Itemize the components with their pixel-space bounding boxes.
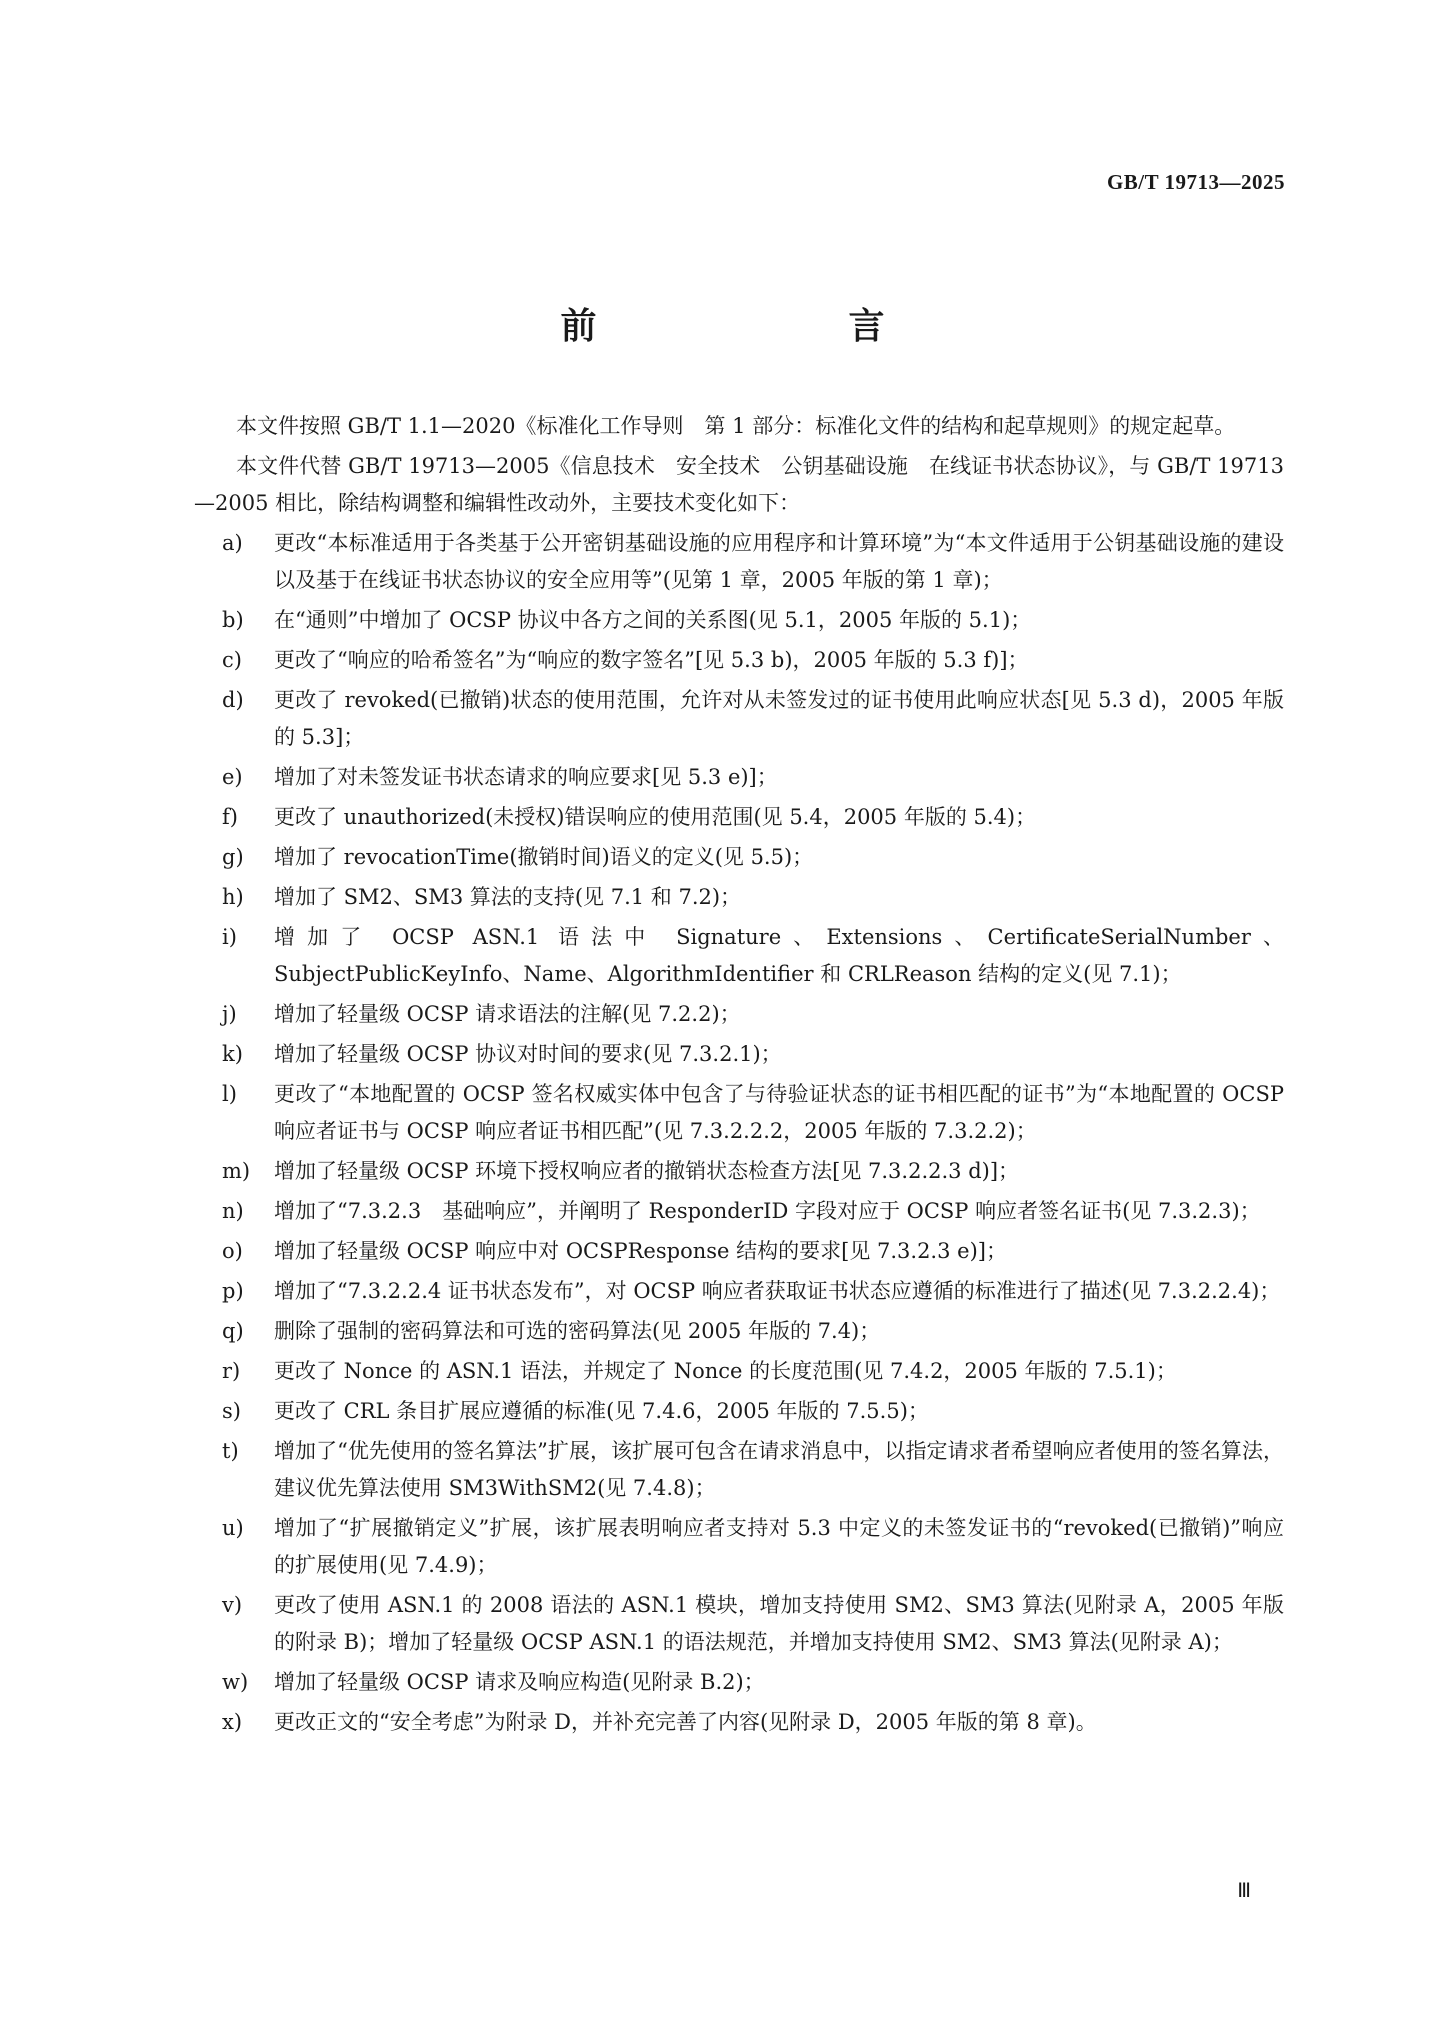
list-item (194, 1704, 1284, 1741)
list-item-label: x) (222, 1710, 243, 1734)
list-item-text: 更改了 revoked(已撤销)状态的使用范围，允许对从未签发过的证书使用此响应状态[见 5.3 d)，2005 年版的 5.3]； (274, 688, 1284, 749)
list-item (194, 642, 1284, 679)
list-item-label: q) (222, 1319, 244, 1343)
list-item-text: 增加了轻量级 OCSP 请求及响应构造(见附录 B.2)； (274, 1670, 765, 1694)
list-item-text: 增加了对未签发证书状态请求的响应要求[见 5.3 e)]； (274, 765, 778, 789)
list-item-text: 更改“本标准适用于各类基于公开密钥基础设施的应用程序和计算环境”为“本文件适用于公钥基础设施的建设以及基于在线证书状态协议的安全应用等”(见第 1 章，2005 年版的第 1 章)； (274, 531, 1284, 592)
list-item-label: m) (222, 1159, 251, 1183)
list-item-label: i) (222, 925, 237, 949)
list-item-label: j) (222, 1002, 237, 1026)
list-item-text: 增加了“7.3.2.2.4 证书状态发布”，对 OCSP 响应者获取证书状态应遵循的标准进行了描述(见 7.3.2.2.4)； (274, 1279, 1281, 1303)
list-item (194, 1587, 1284, 1661)
list-item-label: v) (222, 1593, 243, 1617)
list-item-label: w) (222, 1670, 249, 1694)
paragraph: 本文件按照 GB/T 1.1—2020《标准化工作导则 第 1 部分：标准化文件的结构和起草规则》的规定起草。 (236, 414, 1236, 438)
list-item (194, 1273, 1284, 1310)
list-item-label: n) (222, 1199, 244, 1223)
list-item-label: s) (222, 1399, 241, 1423)
list-item-text: 更改了“响应的哈希签名”为“响应的数字签名”[见 5.3 b)，2005 年版的 5.3 f)]； (274, 648, 1029, 672)
list-item (194, 1433, 1284, 1507)
list-item-text: 增加了轻量级 OCSP 协议对时间的要求(见 7.3.2.1)； (274, 1042, 782, 1066)
list-item (194, 799, 1284, 836)
list-item (194, 1313, 1284, 1350)
list-item-label: g) (222, 845, 244, 869)
list-item-text: 删除了强制的密码算法和可选的密码算法(见 2005 年版的 7.4)； (274, 1319, 881, 1343)
list-item-text: 增加了轻量级 OCSP 环境下授权响应者的撤销状态检查方法[见 7.3.2.2.3 d)]； (274, 1159, 1020, 1183)
list-item-text: 增加了“扩展撤销定义”扩展，该扩展表明响应者支持对 5.3 中定义的未签发证书的“revoked(已撤销)”响应的扩展使用(见 7.4.9)； (274, 1516, 1284, 1577)
list-item-label: h) (222, 885, 244, 909)
list-item-label: l) (222, 1082, 237, 1106)
list-item-text: 更改了“本地配置的 OCSP 签名权威实体中包含了与待验证状态的证书相匹配的证书”为“本地配置的 OCSP 响应者证书与 OCSP 响应者证书相匹配”(见 7.3.2.2.2，2005 年版的 7.3.2.2)； (274, 1082, 1284, 1143)
page-title: 前 言 (560, 305, 945, 347)
document-number: GB/T 19713—2025 (1106, 170, 1285, 194)
list-item-text: 更改了 CRL 条目扩展应遵循的标准(见 7.4.6，2005 年版的 7.5.5)； (274, 1399, 929, 1423)
document-body (194, 408, 1284, 1744)
list-item-text: 增加了 OCSP ASN.1 语法中 Signature、Extensions、CertificateSerialNumber、SubjectPublicKeyInfo、Name、AlgorithmIdentifier 和 CRLReason 结构的定义(见 7.1)； (274, 925, 1284, 986)
list-item (194, 525, 1284, 599)
list-item-text: 在“通则”中增加了 OCSP 协议中各方之间的关系图(见 5.1，2005 年版的 5.1)； (274, 608, 1032, 632)
list-item (194, 1193, 1284, 1230)
list-item (194, 879, 1284, 916)
list-item (194, 1393, 1284, 1430)
list-item-text: 增加了“优先使用的签名算法”扩展，该扩展可包含在请求消息中，以指定请求者希望响应者使用的签名算法，建议优先算法使用 SM3WithSM2(见 7.4.8)； (274, 1439, 1284, 1500)
list-item-label: o) (222, 1239, 243, 1263)
list-item-label: t) (222, 1439, 239, 1463)
list-item (194, 759, 1284, 796)
list-item-label: a) (222, 531, 243, 555)
list-item (194, 682, 1284, 756)
list-item (194, 1076, 1284, 1150)
list-item-text: 更改了 Nonce 的 ASN.1 语法，并规定了 Nonce 的长度范围(见 7.4.2，2005 年版的 7.5.1)； (274, 1359, 1177, 1383)
list-item (194, 1036, 1284, 1073)
list-item-text: 增加了轻量级 OCSP 响应中对 OCSPResponse 结构的要求[见 7.3.2.3 e)]； (274, 1239, 1007, 1263)
list-item-label: c) (222, 648, 242, 672)
list-item-label: u) (222, 1516, 244, 1540)
list-item-text: 增加了 revocationTime(撤销时间)语义的定义(见 5.5)； (274, 845, 814, 869)
list-item (194, 996, 1284, 1033)
list-item (194, 1353, 1284, 1390)
list-item (194, 1233, 1284, 1270)
list-item (194, 839, 1284, 876)
list-item-label: p) (222, 1279, 244, 1303)
list-item (194, 1153, 1284, 1190)
list-item-label: b) (222, 608, 244, 632)
list-item-label: e) (222, 765, 243, 789)
page-number: Ⅲ (1237, 1880, 1251, 1902)
list-item-text: 增加了“7.3.2.3 基础响应”，并阐明了 ResponderID 字段对应于 OCSP 响应者签名证书(见 7.3.2.3)； (274, 1199, 1261, 1223)
list-item-text: 增加了轻量级 OCSP 请求语法的注解(见 7.2.2)； (274, 1002, 741, 1026)
list-item-label: f) (222, 805, 238, 829)
list-item (194, 1510, 1284, 1584)
list-item-label: k) (222, 1042, 243, 1066)
list-item-text: 更改正文的“安全考虑”为附录 D，并补充完善了内容(见附录 D，2005 年版的第 8 章)。 (274, 1710, 1097, 1734)
list-item-text: 更改了使用 ASN.1 的 2008 语法的 ASN.1 模块，增加支持使用 SM2、SM3 算法(见附录 A，2005 年版的附录 B)；增加了轻量级 OCSP ASN.1 的语法规范，并增加支持使用 SM2、SM3 算法(见附录 A)； (274, 1593, 1284, 1654)
list-item (194, 1664, 1284, 1701)
list-item-text: 增加了 SM2、SM3 算法的支持(见 7.1 和 7.2)； (274, 885, 742, 909)
list-item-label: r) (222, 1359, 241, 1383)
list-item (194, 602, 1284, 639)
list-item (194, 919, 1284, 993)
list-item-text: 更改了 unauthorized(未授权)错误响应的使用范围(见 5.4，2005 年版的 5.4)； (274, 805, 1037, 829)
list-item-label: d) (222, 688, 244, 712)
paragraph: 本文件代替 GB/T 19713—2005《信息技术 安全技术 公钥基础设施 在线证书状态协议》，与 GB/T 19713—2005 相比，除结构调整和编辑性改动外，主要技术变化如下： (194, 454, 1284, 515)
